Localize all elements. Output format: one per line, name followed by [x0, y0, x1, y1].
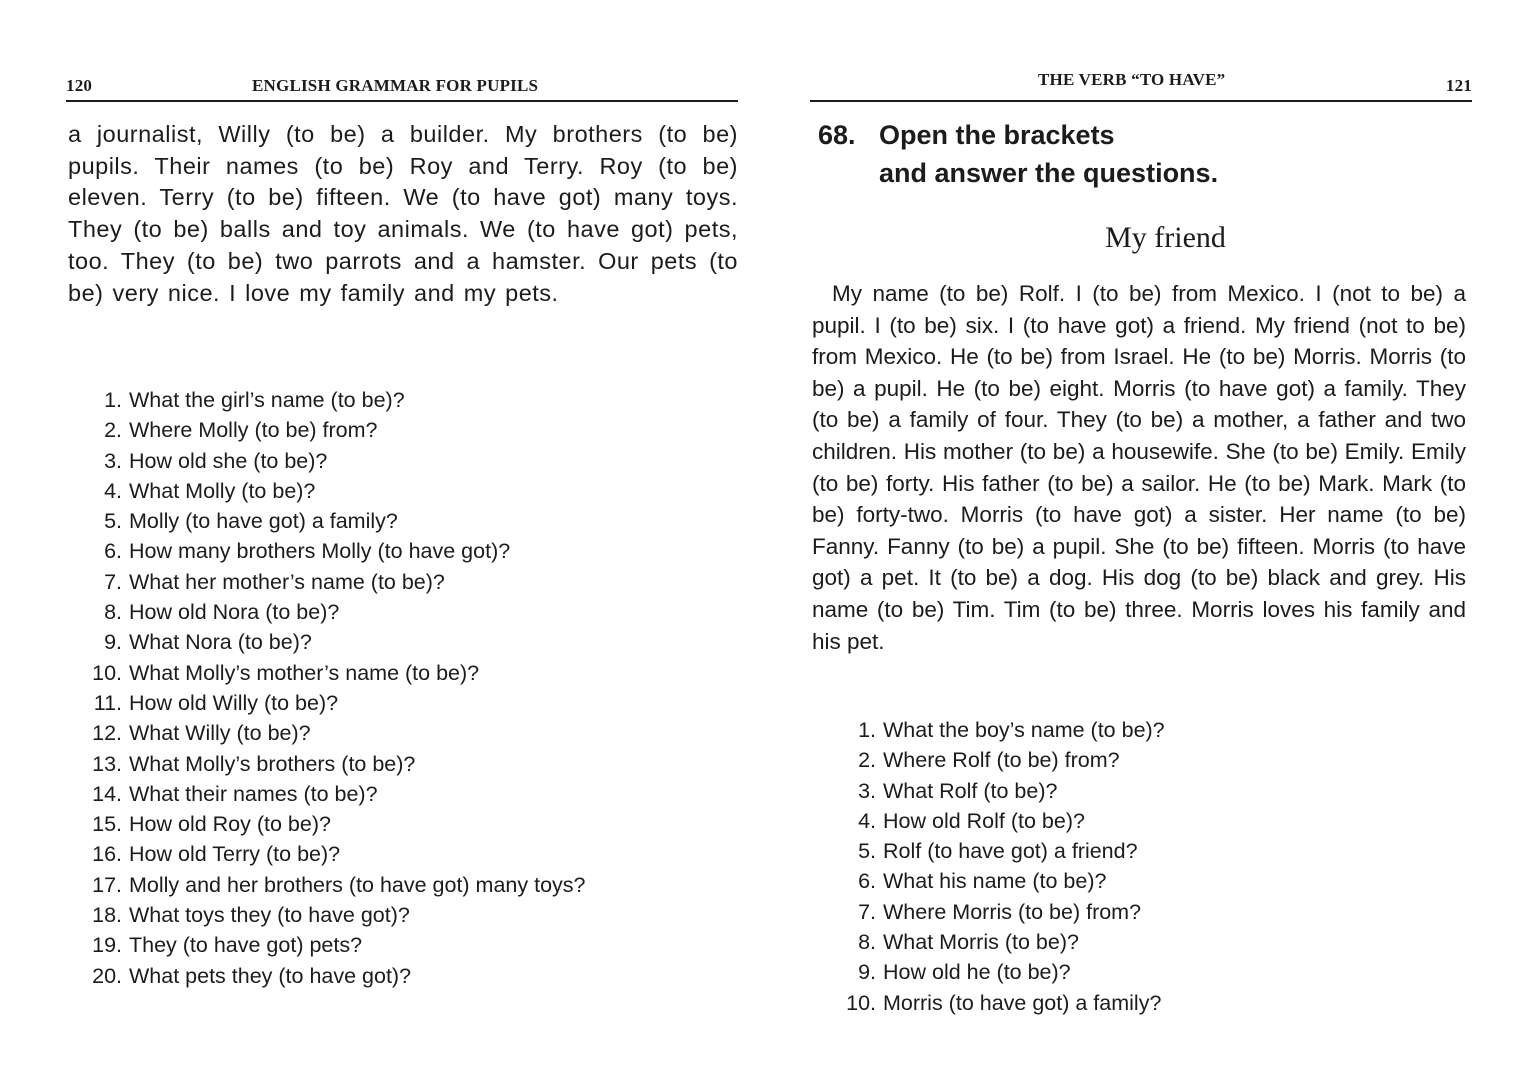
question-number: 19. [92, 933, 122, 958]
question-number: 3. [104, 448, 122, 473]
question-number: 7. [104, 569, 122, 594]
question-text: They (to have got) pets? [129, 933, 363, 958]
question-text: What Molly’s brothers (to be)? [129, 751, 416, 776]
question-text: Molly (to have got) a family? [129, 509, 398, 534]
question-number: 1. [104, 388, 122, 412]
question-item [90, 809, 586, 839]
question-item [90, 506, 586, 536]
question-number: 8. [104, 600, 122, 625]
question-item [90, 536, 586, 566]
question-number: 4. [104, 478, 122, 503]
question-item [90, 597, 586, 627]
question-text: What Molly (to be)? [129, 478, 316, 503]
question-item [90, 658, 586, 688]
question-text: What the girl’s name (to be)? [129, 388, 405, 412]
exercise-title [879, 116, 1399, 192]
question-text: What Nora (to be)? [129, 630, 312, 655]
question-number: 20. [92, 963, 122, 988]
question-number: 9. [858, 960, 876, 985]
question-number: 18. [92, 903, 122, 928]
question-item [844, 927, 1165, 957]
question-number: 16. [92, 842, 122, 867]
left-running-head [66, 70, 738, 96]
question-text: Where Rolf (to be) from? [883, 748, 1120, 773]
question-item [90, 385, 586, 415]
question-text: What her mother’s name (to be)? [129, 569, 445, 594]
question-item [844, 715, 1165, 745]
question-text: How old she (to be)? [129, 448, 328, 473]
question-number: 8. [858, 930, 876, 955]
question-item [90, 779, 586, 809]
exercise-number: 68. [818, 120, 856, 150]
question-number: 13. [92, 751, 122, 776]
question-text: How many brothers Molly (to have got)? [129, 539, 511, 564]
story-title: My friend [1105, 221, 1226, 254]
question-number: 5. [104, 509, 122, 534]
question-text: What the boy’s name (to be)? [883, 718, 1165, 742]
question-text: What Morris (to be)? [883, 930, 1079, 955]
question-number: 15. [92, 812, 122, 837]
right-paragraph: My name (to be) Rolf. I (to be) from Mexico. I (not to be) a pupil. I (to be) six. I (to have got) a friend. My friend (not to be) from Mexico. He (to be) from Israel. He (to be) Morris. Morris (to be) a pupil. He (to be) eight. Morris (to have got) a family. They (to be) a family of four. They (to be) a mother, a father and two children. His mother (to be) a housewife. She (to be) Emily. Emily (to be) forty. His father (to be) a sailor. He (to be) Mark. Mark (to be) forty-two. Morris (to have got) a sister. Her name (to be) Fanny. Fanny (to be) a pupil. She (to be) fifteen. Morris (to have got) a pet. It (to be) a dog. His dog (to be) black and grey. His name (to be) Tim. Tim (to be) three. Morris loves his family and his pet. [812, 281, 1466, 654]
question-text: What Molly’s mother’s name (to be)? [129, 660, 480, 685]
question-number: 4. [858, 808, 876, 833]
question-item [844, 776, 1165, 806]
question-text: What Willy (to be)? [129, 721, 311, 746]
question-item [844, 745, 1165, 775]
question-text: How old Rolf (to be)? [883, 808, 1085, 833]
question-text: Where Molly (to be) from? [129, 418, 378, 443]
question-item [90, 446, 586, 476]
left-page [0, 0, 760, 1080]
question-item [90, 870, 586, 900]
question-text: What pets they (to have got)? [129, 963, 412, 988]
question-text: What toys they (to have got)? [129, 903, 410, 928]
question-item [90, 627, 586, 657]
question-text: How old Roy (to be)? [129, 812, 331, 837]
right-page-number: 121 [1445, 76, 1472, 95]
question-number: 10. [92, 660, 122, 685]
question-text: How old Willy (to be)? [129, 690, 339, 715]
question-number: 2. [858, 748, 876, 773]
right-running-title: THE VERB “TO HAVE” [1038, 70, 1226, 89]
right-running-head [810, 70, 1472, 96]
question-item [90, 415, 586, 445]
question-item [844, 866, 1165, 896]
question-item [90, 961, 586, 991]
question-number: 11. [93, 690, 122, 715]
right-page [766, 0, 1533, 1080]
question-text: Molly and her brothers (to have got) many toys? [129, 872, 586, 897]
question-number: 9. [104, 630, 122, 655]
question-number: 12. [92, 721, 122, 746]
question-item [844, 806, 1165, 836]
question-text: How old he (to be)? [883, 960, 1071, 985]
question-number: 3. [858, 778, 876, 803]
question-item [90, 567, 586, 597]
question-number: 17. [92, 872, 122, 897]
left-running-title: ENGLISH GRAMMAR FOR PUPILS [252, 76, 539, 95]
question-item [90, 839, 586, 869]
left-header-rule [66, 100, 738, 102]
left-question-list [90, 385, 586, 991]
question-text: What his name (to be)? [883, 869, 1107, 894]
exercise-title-line-2: and answer the questions. [879, 158, 1219, 188]
question-text: Where Morris (to be) from? [883, 899, 1142, 924]
question-number: 7. [858, 899, 876, 924]
question-item [844, 988, 1165, 1018]
question-item [844, 897, 1165, 927]
question-number: 5. [858, 839, 876, 864]
question-number: 1. [858, 718, 876, 742]
question-item [90, 476, 586, 506]
question-item [90, 688, 586, 718]
left-paragraph: a journalist, Willy (to be) a builder. My brothers (to be) pupils. Their names (to be) Roy and Terry. Roy (to be) eleven. Terry (to be) fifteen. We (to have got) many toys. They (to be) balls and toy animals. We (to have got) pets, too. They (to be) two parrots and a hamster. Our pets (to be) very nice. I love my family and my pets. [68, 121, 738, 306]
question-number: 10. [846, 990, 876, 1015]
question-item [90, 718, 586, 748]
question-number: 14. [92, 781, 122, 806]
question-item [90, 749, 586, 779]
question-number: 2. [104, 418, 122, 443]
question-text: How old Nora (to be)? [129, 600, 340, 625]
question-item [844, 836, 1165, 866]
question-text: What Rolf (to be)? [883, 778, 1058, 803]
right-question-list [844, 715, 1165, 1018]
question-item [844, 957, 1165, 987]
question-text: How old Terry (to be)? [129, 842, 341, 867]
question-text: Morris (to have got) a family? [883, 990, 1162, 1015]
question-number: 6. [858, 869, 876, 894]
question-item [90, 930, 586, 960]
question-text: Rolf (to have got) a friend? [883, 839, 1138, 864]
right-header-rule [810, 100, 1472, 102]
exercise-title-line-1: Open the brackets [879, 120, 1115, 150]
question-text: What their names (to be)? [129, 781, 378, 806]
left-page-number: 120 [66, 76, 93, 95]
question-item [90, 900, 586, 930]
question-number: 6. [104, 539, 122, 564]
